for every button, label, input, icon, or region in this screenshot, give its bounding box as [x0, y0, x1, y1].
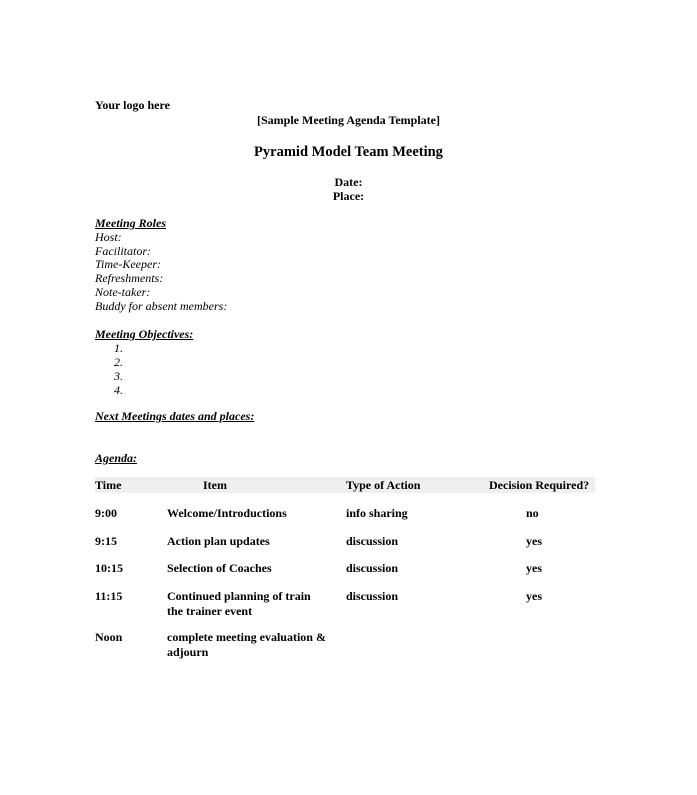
agenda-item-cell: Selection of Coaches [167, 561, 272, 575]
template-label: [Sample Meeting Agenda Template] [257, 113, 440, 127]
agenda-action-cell: discussion [346, 561, 399, 575]
role-time-keeper: Time-Keeper: [95, 257, 161, 271]
agenda-time-cell: 9:15 [95, 534, 117, 548]
agenda-time-cell: 10:15 [95, 561, 123, 575]
logo-placeholder: Your logo here [95, 98, 170, 112]
objective-item: 2. [114, 355, 123, 369]
objective-item: 4. [114, 383, 123, 397]
agenda-time-cell: 9:00 [95, 506, 117, 520]
objective-item: 1. [114, 341, 123, 355]
agenda-time-cell: Noon [95, 630, 123, 644]
role-host: Host: [95, 230, 122, 244]
meeting-objectives-heading: Meeting Objectives: [95, 327, 194, 341]
column-header-type-of-action: Type of Action [346, 478, 421, 492]
agenda-decision-cell: yes [526, 534, 542, 548]
role-note-taker: Note-taker: [95, 285, 151, 299]
agenda-time-cell: 11:15 [95, 589, 123, 603]
objective-item: 3. [114, 369, 123, 383]
agenda-decision-cell: yes [526, 589, 542, 603]
role-facilitator: Facilitator: [95, 244, 151, 258]
role-refreshments: Refreshments: [95, 271, 164, 285]
next-meetings-heading: Next Meetings dates and places: [95, 409, 255, 423]
agenda-action-cell: discussion [346, 589, 399, 603]
agenda-heading: Agenda: [95, 451, 137, 465]
agenda-action-cell: info sharing [346, 506, 408, 520]
agenda-decision-cell: no [526, 506, 539, 520]
agenda-decision-cell: yes [526, 561, 542, 575]
page-title: Pyramid Model Team Meeting [254, 144, 443, 160]
column-header-time: Time [95, 478, 122, 492]
agenda-action-cell: discussion [346, 534, 399, 548]
place-label: Place: [332, 189, 365, 203]
column-header-decision-required: Decision Required? [489, 478, 590, 492]
agenda-item-cell: complete meeting evaluation & adjourn [167, 630, 326, 659]
meeting-roles-heading: Meeting Roles [95, 216, 166, 230]
agenda-item-cell: Welcome/Introductions [167, 506, 287, 520]
agenda-item-cell: Continued planning of train the trainer event [167, 589, 311, 618]
role-buddy: Buddy for absent members: [95, 299, 228, 313]
column-header-item: Item [203, 478, 227, 492]
date-label: Date: [334, 175, 363, 189]
agenda-item-cell: Action plan updates [167, 534, 270, 548]
